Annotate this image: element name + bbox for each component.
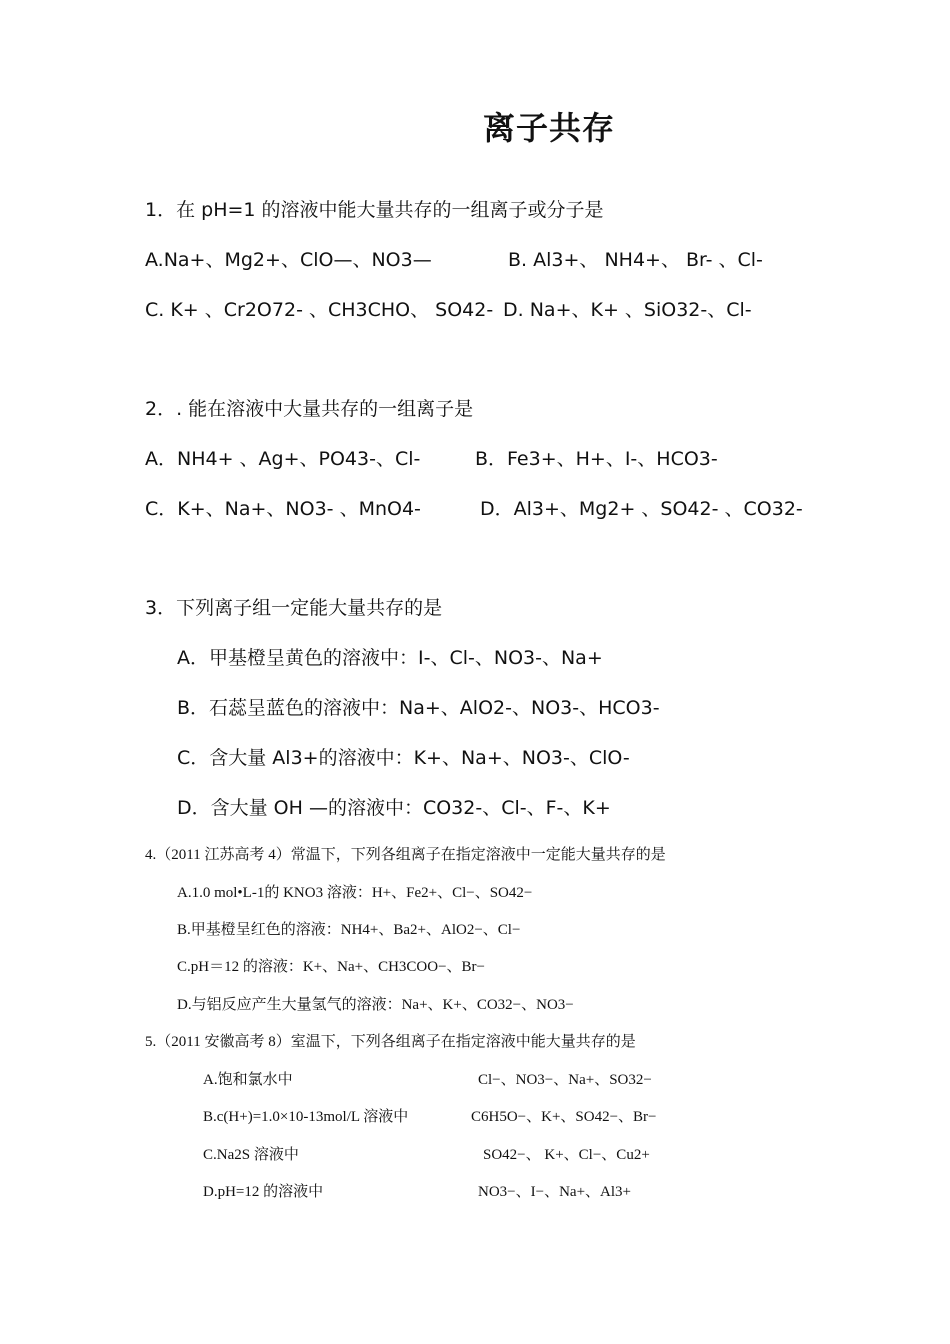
q2-option-b: B．Fe3+、H+、I-、HCO3- xyxy=(475,448,718,470)
q2-option-d: D．Al3+、Mg2+ 、SO42- 、CO32- xyxy=(480,498,803,520)
q1-option-c: C. K+ 、Cr2O72- 、CH3CHO、 SO42- xyxy=(145,299,494,321)
q4-stem: 4.（2011 江苏高考 4）常温下，下列各组离子在指定溶液中一定能大量共存的是 xyxy=(145,847,666,863)
q5-row-b-ions: C6H5O−、K+、SO42−、Br− xyxy=(471,1109,657,1125)
q2-option-a: A．NH4+ 、Ag+、PO43-、Cl- xyxy=(145,448,421,470)
q2-stem: 2．. 能在溶液中大量共存的一组离子是 xyxy=(145,398,474,420)
q3-option-d: D．含大量 OH —的溶液中：CO32-、Cl-、F-、K+ xyxy=(177,797,611,819)
q5-row-c-ions: SO42−、 K+、Cl−、Cu2+ xyxy=(483,1147,650,1163)
q3-stem: 3．下列离子组一定能大量共存的是 xyxy=(145,597,443,619)
q5-stem: 5.（2011 安徽高考 8）室温下，下列各组离子在指定溶液中能大量共存的是 xyxy=(145,1034,636,1050)
q1-option-d: D. Na+、K+ 、SiO32-、Cl- xyxy=(503,299,752,321)
q4-option-b: B.甲基橙呈红色的溶液：NH4+、Ba2+、AlO2−、Cl− xyxy=(177,922,521,938)
page-title: 离子共存 xyxy=(483,109,616,147)
q4-option-d: D.与铝反应产生大量氢气的溶液：Na+、K+、CO32−、NO3− xyxy=(177,997,574,1013)
q3-option-c: C．含大量 Al3+的溶液中：K+、Na+、NO3-、ClO- xyxy=(177,747,630,769)
q1-option-a: A.Na+、Mg2+、ClO—、NO3— xyxy=(145,249,432,271)
q4-option-c: C.pH＝12 的溶液：K+、Na+、CH3COO−、Br− xyxy=(177,959,486,975)
q1-option-b: B. Al3+、 NH4+、 Br- 、Cl- xyxy=(508,249,763,271)
q4-option-a: A.1.0 mol•L-1的 KNO3 溶液：H+、Fe2+、Cl−、SO42− xyxy=(177,885,533,901)
q5-row-c-condition: C.Na2S 溶液中 xyxy=(203,1147,299,1163)
q3-option-b: B．石蕊呈蓝色的溶液中：Na+、AlO2-、NO3-、HCO3- xyxy=(177,697,660,719)
q5-row-a-ions: Cl−、NO3−、Na+、SO32− xyxy=(478,1072,652,1088)
q5-row-a-condition: A.饱和氯水中 xyxy=(203,1072,293,1088)
q1-stem: 1．在 pH=1 的溶液中能大量共存的一组离子或分子是 xyxy=(145,199,604,221)
q3-option-a: A．甲基橙呈黄色的溶液中：I-、Cl-、NO3-、Na+ xyxy=(177,647,603,669)
q2-option-c: C．K+、Na+、NO3- 、MnO4- xyxy=(145,498,421,520)
q5-row-d-ions: NO3−、I−、Na+、Al3+ xyxy=(478,1184,631,1200)
q5-row-d-condition: D.pH=12 的溶液中 xyxy=(203,1184,324,1200)
q5-row-b-condition: B.c(H+)=1.0×10-13mol/L 溶液中 xyxy=(203,1109,409,1125)
